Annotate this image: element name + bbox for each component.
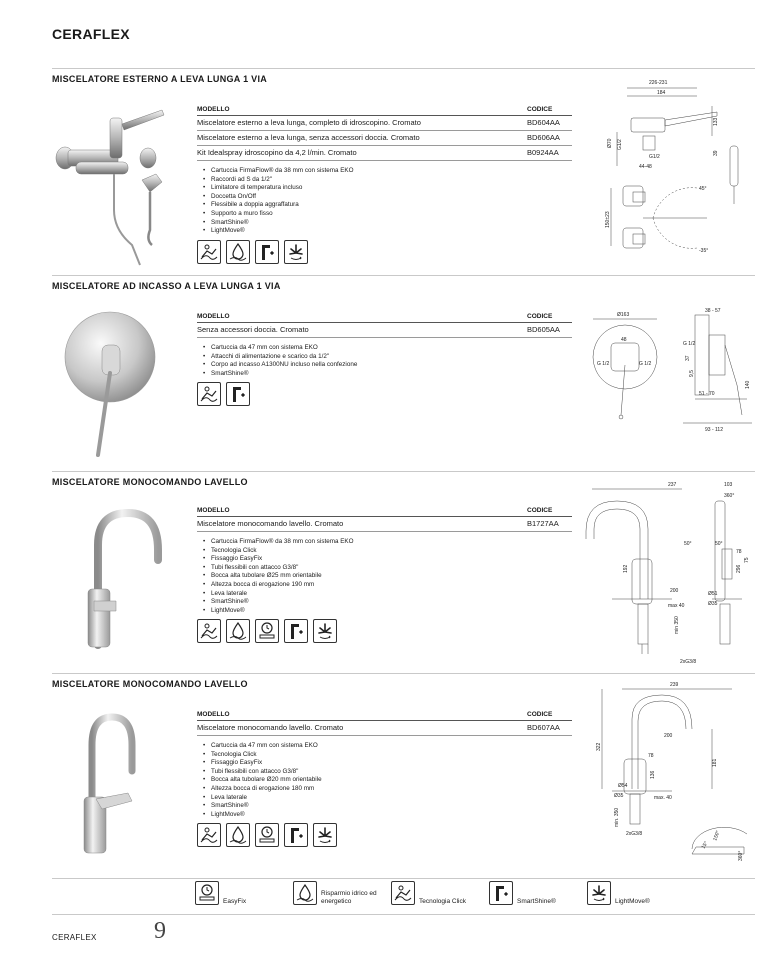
table-row — [197, 517, 572, 532]
dimension-label: Ø51 — [708, 591, 718, 597]
dimension-label: G1/2 — [649, 154, 660, 160]
angle-label: 360° — [724, 493, 735, 499]
dimension-label: 9,5 — [689, 370, 695, 377]
feature-icons — [197, 619, 572, 643]
product-photo — [58, 505, 170, 655]
feature-item: • Cartuccia FirmaFlow® da 38 mm con sistema EKO — [203, 538, 572, 547]
dimension-label: 296 — [736, 564, 742, 573]
water-saving-icon — [293, 881, 317, 905]
feature-item: • Raccordi ad S da 1/2" — [203, 176, 572, 185]
feature-item: • Supporto a muro fisso — [203, 210, 572, 219]
table-row — [197, 323, 572, 338]
feature-item: • LightMove® — [203, 811, 572, 820]
section-title: MISCELATORE MONOCOMANDO LAVELLO — [52, 477, 248, 487]
dimension-label: Ø35 — [614, 793, 624, 799]
angle-label: 50° — [684, 541, 692, 547]
legend-label: SmartShine® — [517, 897, 556, 905]
dimension-label: Ø54 — [618, 783, 628, 789]
technology-click-icon — [197, 382, 221, 406]
dimension-label: 136 — [650, 770, 656, 779]
water-saving-icon — [226, 240, 250, 264]
dimension-label: 75 — [744, 557, 750, 563]
feature-item: • Tecnologia Click — [203, 751, 572, 760]
dimension-label: 140 — [745, 380, 751, 389]
row-description: Miscelatore monocomando lavello. Cromato — [197, 519, 344, 528]
dimension-label: 237 — [668, 482, 677, 488]
lightmove-icon — [284, 240, 308, 264]
technical-drawing — [587, 76, 755, 272]
dimension-label: min. 350 — [614, 807, 620, 827]
angle-label: 360° — [738, 850, 744, 861]
code-header: CODICE — [527, 106, 553, 113]
section-title: MISCELATORE MONOCOMANDO LAVELLO — [52, 679, 248, 689]
dimension-label: min 350 — [674, 616, 680, 634]
feature-list — [197, 742, 572, 819]
easyfix-icon — [195, 881, 219, 905]
row-code: B0924AA — [527, 148, 559, 157]
dimension-label: 322 — [596, 742, 602, 751]
dimension-label: max 40 — [668, 603, 685, 609]
model-header: MODELLO — [197, 711, 230, 718]
lightmove-icon — [587, 881, 611, 905]
technical-drawing — [572, 479, 755, 669]
dimension-label: 181 — [712, 758, 718, 767]
dimension-label: G1/2 — [617, 139, 623, 150]
legend-label: LightMove® — [615, 897, 650, 905]
feature-item: • Tecnologia Click — [203, 547, 572, 556]
row-code: BD607AA — [527, 723, 560, 732]
code-header: CODICE — [527, 313, 553, 320]
spec-header — [197, 106, 572, 116]
technology-click-icon — [197, 619, 221, 643]
legend-divider-top — [52, 878, 755, 879]
dimension-label: G 1/2 — [597, 361, 610, 367]
row-description: Miscelatore esterno a leva lunga, completo di idroscopino. Cromato — [197, 118, 421, 127]
dimension-label: Ø70 — [607, 138, 613, 148]
page-number: 9 — [154, 918, 166, 944]
dimension-label: 44-48 — [639, 164, 652, 170]
dimension-label: 2xG3/8 — [626, 831, 643, 837]
model-header: MODELLO — [197, 507, 230, 514]
feature-icons — [197, 240, 572, 264]
smartshine-icon — [226, 382, 250, 406]
feature-item: • Cartuccia da 47 mm con sistema EKO — [203, 742, 572, 751]
dimension-label: 200 — [664, 733, 673, 739]
feature-item: • Flessibile a doppia aggraffatura — [203, 201, 572, 210]
row-code: BD606AA — [527, 133, 560, 142]
dimension-label: 103 — [724, 482, 733, 488]
dimension-label: 200 — [670, 588, 679, 594]
row-description: Miscelatore monocomando lavello. Cromato — [197, 723, 344, 732]
smartshine-icon — [284, 619, 308, 643]
section-divider — [52, 673, 755, 674]
icon-legend — [195, 881, 755, 911]
dimension-label: 78 — [736, 549, 742, 555]
technical-drawing — [592, 679, 755, 875]
legend-item-easyfix — [195, 881, 246, 905]
table-row — [197, 721, 572, 736]
feature-item: • SmartShine® — [203, 219, 572, 228]
feature-icons — [197, 382, 572, 406]
legend-item-technology-click — [391, 881, 466, 905]
feature-item: • Doccetta On/Off — [203, 193, 572, 202]
dimension-label: G 1/2 — [683, 341, 696, 347]
angle-label: 15° — [700, 840, 710, 850]
dimension-label: 93 - 112 — [705, 427, 723, 433]
feature-item: • Altezza bocca di erogazione 190 mm — [203, 581, 572, 590]
dimension-label: 2xG3/8 — [680, 659, 697, 665]
spec-table — [197, 507, 572, 643]
footer-brand: CERAFLEX — [52, 933, 97, 942]
lightmove-icon — [313, 823, 337, 847]
dimension-label: G 1/2 — [639, 361, 652, 367]
section-divider — [52, 275, 755, 276]
easyfix-icon — [255, 619, 279, 643]
feature-list — [197, 167, 572, 236]
spec-header — [197, 507, 572, 517]
technology-click-icon — [197, 240, 221, 264]
smartshine-icon — [255, 240, 279, 264]
angle-label: 50° — [715, 541, 723, 547]
technology-click-icon — [391, 881, 415, 905]
section-divider — [52, 471, 755, 472]
feature-item: • Attacchi di alimentazione e scarico da 1/2" — [203, 353, 572, 362]
easyfix-icon — [255, 823, 279, 847]
dimension-label: Ø163 — [617, 312, 630, 318]
feature-item: • LightMove® — [203, 607, 572, 616]
section-built-in-mixer — [52, 275, 755, 470]
section-divider — [52, 68, 755, 69]
row-description: Miscelatore esterno a leva lunga, senza accessori doccia. Cromato — [197, 133, 420, 142]
model-header: MODELLO — [197, 106, 230, 113]
angle-label: -35° — [699, 248, 709, 254]
row-code: BD605AA — [527, 325, 560, 334]
feature-item: • Altezza bocca di erogazione 180 mm — [203, 785, 572, 794]
spec-header — [197, 711, 572, 721]
row-code: BD604AA — [527, 118, 560, 127]
feature-item: • Cartuccia FirmaFlow® da 38 mm con sistema EKO — [203, 167, 572, 176]
section-kitchen-mixer-1 — [52, 471, 755, 673]
row-description: Kit Idealspray idroscopino da 4,2 l/min. Cromato — [197, 148, 357, 157]
feature-list — [197, 344, 572, 378]
water-saving-icon — [226, 619, 250, 643]
spec-table — [197, 711, 572, 847]
legend-item-smartshine — [489, 881, 556, 905]
feature-item: • Cartuccia da 47 mm con sistema EKO — [203, 344, 572, 353]
feature-item: • Leva laterale — [203, 590, 572, 599]
code-header: CODICE — [527, 711, 553, 718]
spec-table — [197, 313, 572, 406]
feature-item: • Limitatore di temperatura incluso — [203, 184, 572, 193]
legend-divider-bottom — [52, 914, 755, 915]
dimension-label: 51 - 70 — [699, 391, 715, 397]
legend-label: Tecnologia Click — [419, 897, 466, 905]
dimension-label: 150±23 — [605, 211, 611, 228]
smartshine-icon — [284, 823, 308, 847]
dimension-label: 226-231 — [649, 80, 668, 86]
angle-label: 150° — [712, 829, 722, 842]
dimension-label: 37 — [685, 355, 691, 361]
feature-item: • Corpo ad incasso A1300NU incluso nella confezione — [203, 361, 572, 370]
table-row — [197, 146, 572, 161]
dimension-label: 239 — [670, 682, 679, 688]
feature-item: • SmartShine® — [203, 598, 572, 607]
feature-item: • LightMove® — [203, 227, 572, 236]
feature-item: • Fissaggio EasyFix — [203, 759, 572, 768]
table-row — [197, 116, 572, 131]
dimension-label: max. 40 — [654, 795, 672, 801]
dimension-label: 39 — [713, 150, 719, 156]
feature-item: • Tubi flessibili con attacco G3/8" — [203, 564, 572, 573]
product-photo — [66, 711, 166, 859]
row-description: Senza accessori doccia. Cromato — [197, 325, 309, 334]
row-code: B1727AA — [527, 519, 559, 528]
feature-item: • SmartShine® — [203, 370, 572, 379]
feature-item: • SmartShine® — [203, 802, 572, 811]
technical-drawing — [587, 305, 755, 433]
product-photo — [58, 305, 168, 465]
model-header: MODELLO — [197, 313, 230, 320]
legend-item-water-saving — [293, 881, 379, 905]
dimension-label: Ø35 — [708, 601, 718, 607]
technology-click-icon — [197, 823, 221, 847]
spec-header — [197, 313, 572, 323]
feature-item: • Leva laterale — [203, 794, 572, 803]
angle-label: 45° — [699, 186, 707, 192]
spec-table — [197, 106, 572, 264]
feature-item: • Fissaggio EasyFix — [203, 555, 572, 564]
lightmove-icon — [313, 619, 337, 643]
table-row — [197, 131, 572, 146]
dimension-label: 184 — [657, 90, 666, 96]
code-header: CODICE — [527, 507, 553, 514]
section-title: MISCELATORE AD INCASSO A LEVA LUNGA 1 VIA — [52, 281, 281, 291]
product-photo — [52, 100, 172, 270]
section-external-mixer — [52, 68, 755, 274]
feature-item: • Bocca alta tubolare Ø20 mm orientabile — [203, 776, 572, 785]
feature-list — [197, 538, 572, 615]
dimension-label: 192 — [623, 564, 629, 573]
water-saving-icon — [226, 823, 250, 847]
feature-item: • Tubi flessibili con attacco G3/8" — [203, 768, 572, 777]
dimension-label: 38 - 57 — [705, 308, 721, 314]
legend-item-lightmove — [587, 881, 650, 905]
dimension-label: 78 — [648, 753, 654, 759]
feature-icons — [197, 823, 572, 847]
feature-item: • Bocca alta tubolare Ø25 mm orientabile — [203, 572, 572, 581]
dimension-label: 133 — [713, 117, 719, 126]
brand-title: CERAFLEX — [52, 26, 130, 42]
smartshine-icon — [489, 881, 513, 905]
section-title: MISCELATORE ESTERNO A LEVA LUNGA 1 VIA — [52, 74, 268, 84]
legend-label: Risparmio idrico ed energetico — [321, 890, 377, 905]
section-kitchen-mixer-2 — [52, 673, 755, 878]
dimension-label: 48 — [621, 337, 627, 343]
legend-label: EasyFix — [223, 897, 247, 905]
